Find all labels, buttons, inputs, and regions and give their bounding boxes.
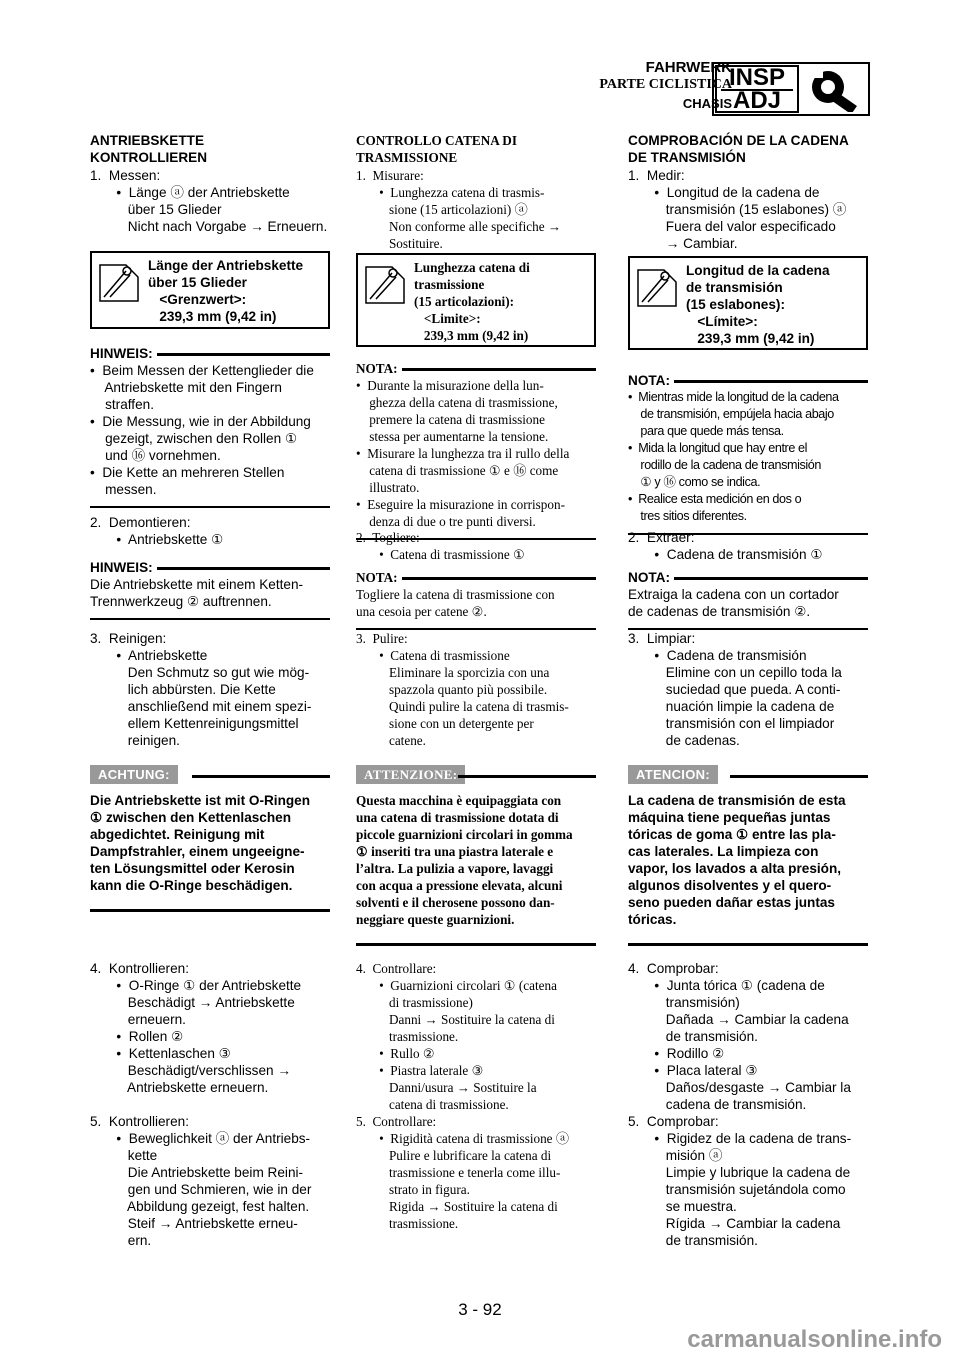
section-title: ANTRIEBSKETTE KONTROLLIEREN <box>90 133 208 165</box>
caution-text: La cadena de transmisión de esta máquina tiene pequeñas juntas tóricas de goma ① entre las pla- cas laterales. La limpieza con vapor, los lavados a alta presión, algunos disolventes y el quero- seno pueden dañar estas juntas tóricas. <box>628 793 846 927</box>
caution-label: ATENCION: <box>628 765 718 784</box>
wrench-tool-icon <box>96 257 142 309</box>
caution-box <box>90 765 330 905</box>
step-5: 5. Controllare: • Rigidità catena di trasmissione ⓐ Pulire e lubrificare la catena di trasmissione e tenerla come illu- strato in figura. Rigida → Sostituire la catena di trasmissione. <box>356 1114 570 1231</box>
note-1 <box>90 345 330 508</box>
step-4: 4. Controllare: • Guarnizioni circolari ① (catena di trasmissione) Danni → Sostituire la catena di trasmissione. • Rullo ② • Piastra laterale ③ Danni/usura → Sostituire la catena di trasmissione. <box>356 961 557 1112</box>
step-2: 2. Togliere: • Catena di trasmissione ① <box>356 530 525 562</box>
note-label: NOTA: <box>628 569 674 586</box>
spec-box <box>628 256 868 350</box>
step-1: 1. Medir: • Longitud de la cadena de transmisión (15 eslabones) ⓐ Fuera del valor especificado → Cambiar. <box>628 168 847 251</box>
note-text: Die Antriebskette mit einem Ketten- Trennwerkzeug ② auftrennen. <box>90 577 304 609</box>
insp-adj-badge <box>712 62 870 116</box>
wrench-tool-icon <box>362 259 408 311</box>
note-1 <box>628 372 868 535</box>
header-chapter-de: FAHRWERK <box>645 59 732 76</box>
spec-box <box>356 253 596 347</box>
spec-text: Länge der Antriebskette über 15 Glieder <Grenzwert>: 239,3 mm (9,42 in) <box>148 258 304 324</box>
step-5: 5. Comprobar: • Rigidez de la cadena de trans- misión ⓐ Limpie y lubrique la cadena de transmisión sujetándola como se muestra. Rígida → Cambiar la cadena de transmisión. <box>628 1114 852 1248</box>
note-text: • Durante la misurazione della lun- ghezza della catena di trasmissione, premere la catena di trasmissione stessa per aumentarne la tensione. • Misurare la lunghezza tra il rullo della catena di trasmissione ① e ⑯ come illustrato. • Eseguire la misurazione in corrispon- denza di due o tre punti diversi. <box>356 378 570 529</box>
watermark: carmanualsonline.info <box>687 1326 942 1353</box>
badge-insp-label: INSP <box>728 64 785 91</box>
step-4: 4. Kontrollieren: • O-Ringe ① der Antriebskette Beschädigt → Antriebskette erneuern. • Rollen ② • Kettenlaschen ③ Beschädigt/verschlissen → Antriebskette erneuern. <box>90 961 302 1095</box>
header-chapter-es: CHASIS <box>682 96 732 111</box>
page-number: 3 - 92 <box>458 1300 502 1319</box>
step-4: 4. Comprobar: • Junta tórica ① (cadena de transmisión) Dañada → Cambiar la cadena de transmisión. • Rodillo ② • Placa lateral ③ Daños/desgaste → Cambiar la cadena de transmisión. <box>628 961 851 1112</box>
header-chapter-it: PARTE CICLISTICA <box>599 77 732 92</box>
note-1 <box>356 360 596 540</box>
caution-text: Questa macchina è equipaggiata con una catena di trasmissione dotata di piccole guarnizioni circolari in gomma ① inseriti tra una piastra laterale e l’altra. La pulizia a vapore, lavaggi con acqua a pressione elevata, alcuni solventi e il cherosene possono dan- neggiare queste guarnizioni. <box>356 793 573 927</box>
caution-box <box>628 765 868 939</box>
caution-text: Die Antriebskette ist mit O-Ringen ① zwischen den Kettenlaschen abgedichtet. Reinigung mit Dampfstrahler, einem ungeeigne- ten Lösungsmittel oder Kerosin kann die O-Ringe beschädigen. <box>90 793 311 893</box>
note-label: HINWEIS: <box>90 559 157 576</box>
section-title: CONTROLLO CATENA DI TRASMISSIONE <box>356 133 517 165</box>
spec-text: Lunghezza catena di trasmissione (15 articolazioni): <Limite>: 239,3 mm (9,42 in) <box>414 260 530 343</box>
note-label: NOTA: <box>356 569 402 586</box>
spec-box <box>90 251 330 329</box>
step-1: 1. Misurare: • Lunghezza catena di trasmis- sione (15 articolazioni) ⓐ Non conforme alle specifiche → Sostituire. <box>356 168 562 251</box>
step-2: 2. Extraer: • Cadena de transmisión ① <box>628 530 823 562</box>
caution-label: ACHTUNG: <box>90 765 178 784</box>
note-label: NOTA: <box>356 360 402 377</box>
wrench-inspection-icon <box>804 66 866 112</box>
spec-text: Longitud de la cadena de transmisión (15 eslabones): <Límite>: 239,3 mm (9,42 in) <box>686 263 830 346</box>
badge-adj-label: ADJ <box>732 87 781 114</box>
step-2: 2. Demontieren: • Antriebskette ① <box>90 515 224 547</box>
note-2 <box>356 569 596 630</box>
caution-box <box>356 765 596 939</box>
note-text: Togliere la catena di trasmissione con una cesoia per catene ②. <box>356 587 555 619</box>
step-3: 3. Pulire: • Catena di trasmissione Eliminare la sporcizia con una spazzola quanto più possibile. Quindi pulire la catena di trasmis- sione con un detergente per catene. <box>356 631 569 748</box>
note-2 <box>628 569 868 630</box>
step-1: 1. Messen: • Länge ⓐ der Antriebskette über 15 Glieder Nicht nach Vorgabe → Erneuern. <box>90 168 328 234</box>
note-text: • Beim Messen der Kettenglieder die Antriebskette mit den Fingern straffen. • Die Messung, wie in der Abbildung gezeigt, zwischen den Rollen ① und ⑯ vornehmen. • Die Kette an mehreren Stellen messen. <box>90 363 314 497</box>
note-text: • Mientras mide la longitud de la cadena de transmisión, empújela hacia abajo para que quede más tensa. • Mida la longitud que hay entre el rodillo de la cadena de transmisión ① y ⑯ como se indica. • Realice esta medición en dos o tres sitios diferentes. <box>628 390 839 523</box>
wrench-tool-icon <box>634 262 680 314</box>
note-text: Extraiga la cadena con un cortador de cadenas de transmisión ②. <box>628 587 839 619</box>
note-2 <box>90 559 330 620</box>
section-title: COMPROBACIÓN DE LA CADENA DE TRANSMISIÓN <box>628 133 849 165</box>
note-label: HINWEIS: <box>90 345 157 362</box>
note-label: NOTA: <box>628 372 674 389</box>
step-3: 3. Limpiar: • Cadena de transmisión Elimine con un cepillo toda la suciedad que pueda. A conti- nuación limpie la cadena de transmisión con el limpiador de cadenas. <box>628 631 842 748</box>
step-5: 5. Kontrollieren: • Beweglichkeit ⓐ der Antriebs- kette Die Antriebskette beim Reini- gen und Schmieren, wie in der Abbildung gezeigt, fest halten. Steif → Antriebskette erneu- ern. <box>90 1114 312 1248</box>
caution-label: ATTENZIONE: <box>356 765 465 784</box>
step-3: 3. Reinigen: • Antriebskette Den Schmutz so gut wie mög- lich abbürsten. Die Kette anschließend mit einem spezi- ellem Kettenreinigungsmittel reinigen. <box>90 631 312 748</box>
